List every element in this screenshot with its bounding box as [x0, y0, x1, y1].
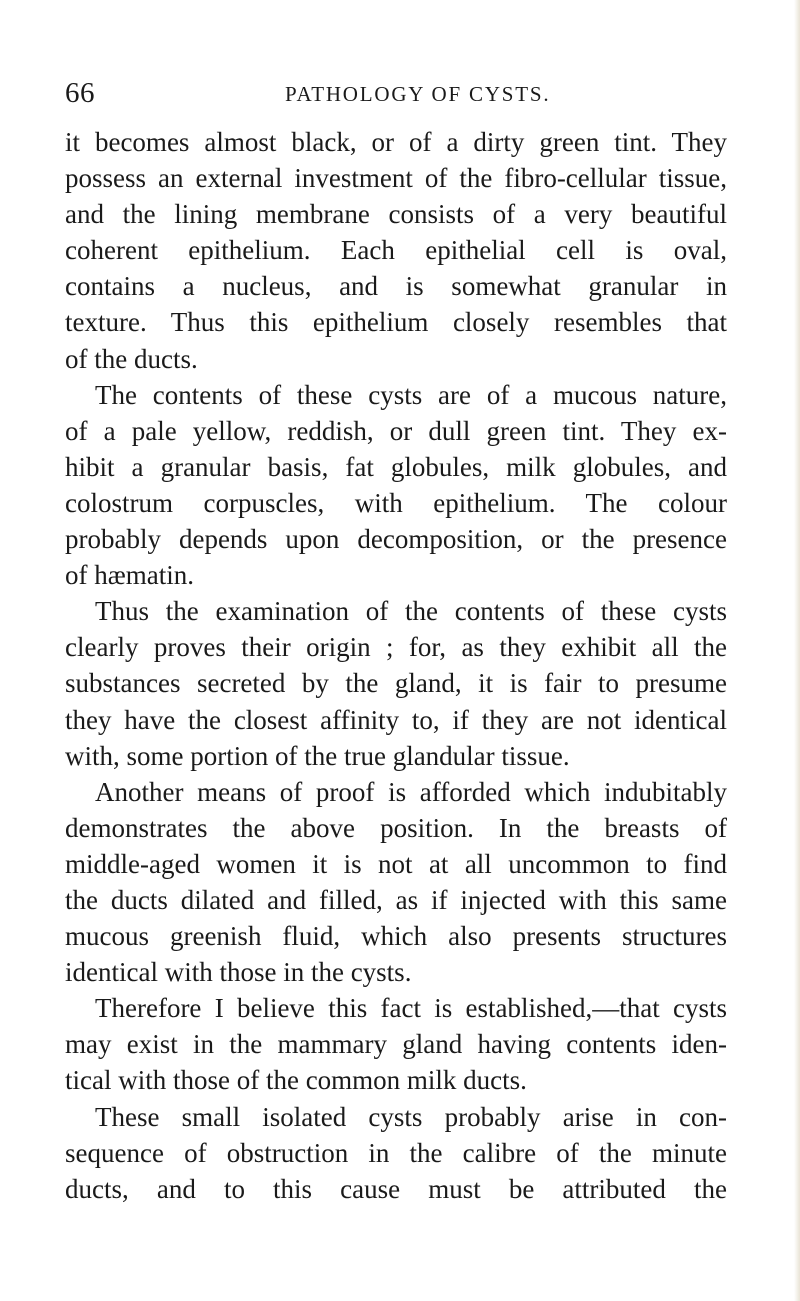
text-line: hibit a granular basis, fat globules, milk globules, and: [65, 451, 727, 482]
text-line: The contents of these cysts are of a mucous nature,: [95, 379, 727, 410]
text-line: they have the closest affinity to, if they are not identical: [65, 704, 727, 735]
text-line: Therefore I believe this fact is established,—that cysts: [95, 993, 727, 1024]
text-line: the ducts dilated and filled, as if injected with this same: [65, 884, 727, 915]
page-number: 66: [65, 77, 95, 109]
text-line: ducts, and to this cause must be attributed the: [65, 1173, 727, 1204]
text-line: and the lining membrane consists of a very beautiful: [65, 199, 727, 230]
text-line: Another means of proof is afforded which indubitably: [95, 776, 727, 807]
text-line: substances secreted by the gland, it is fair to presume: [65, 668, 727, 699]
running-title: PATHOLOGY OF CYSTS.: [285, 82, 551, 106]
text-line: probably depends upon decomposition, or the presence: [65, 524, 727, 555]
paragraph: [65, 990, 727, 1098]
paragraph: [65, 593, 727, 773]
page-header: [65, 76, 715, 110]
text-line: sequence of obstruction in the calibre of the minute: [65, 1137, 727, 1168]
text-line: of the ducts.: [65, 343, 198, 374]
text-line: contains a nucleus, and is somewhat granular in: [65, 271, 727, 302]
text-line: Thus the examination of the contents of these cysts: [95, 596, 727, 627]
text-line: it becomes almost black, or of a dirty green tint. They: [65, 127, 727, 157]
text-line: These small isolated cysts probably arise in con-: [95, 1101, 727, 1132]
page-edge-shadow: [794, 0, 800, 1301]
body-text: [65, 124, 727, 1207]
text-line: colostrum corpuscles, with epithelium. The colour: [65, 487, 727, 518]
text-line: mucous greenish fluid, which also presents structures: [65, 921, 727, 952]
text-line: middle-aged women it is not at all uncommon to find: [65, 848, 727, 879]
text-line: demonstrates the above position. In the breasts of: [65, 812, 727, 843]
paragraph: [65, 1099, 727, 1207]
paragraph: [65, 774, 727, 991]
text-line: of a pale yellow, reddish, or dull green tint. They ex-: [65, 415, 727, 446]
text-line: with, some portion of the true glandular tissue.: [65, 740, 570, 771]
text-line: coherent epithelium. Each epithelial cell is oval,: [65, 235, 727, 266]
text-line: clearly proves their origin ; for, as they exhibit all the: [65, 632, 727, 663]
text-line: of hæmatin.: [65, 560, 194, 591]
text-line: may exist in the mammary gland having contents iden-: [65, 1029, 727, 1060]
paragraph: [65, 377, 727, 594]
paragraph: [65, 124, 727, 377]
text-line: tical with those of the common milk ducts.: [65, 1065, 527, 1096]
text-line: texture. Thus this epithelium closely resembles that: [65, 307, 727, 338]
text-line: possess an external investment of the fibro-cellular tissue,: [65, 163, 727, 194]
text-line: identical with those in the cysts.: [65, 957, 412, 988]
